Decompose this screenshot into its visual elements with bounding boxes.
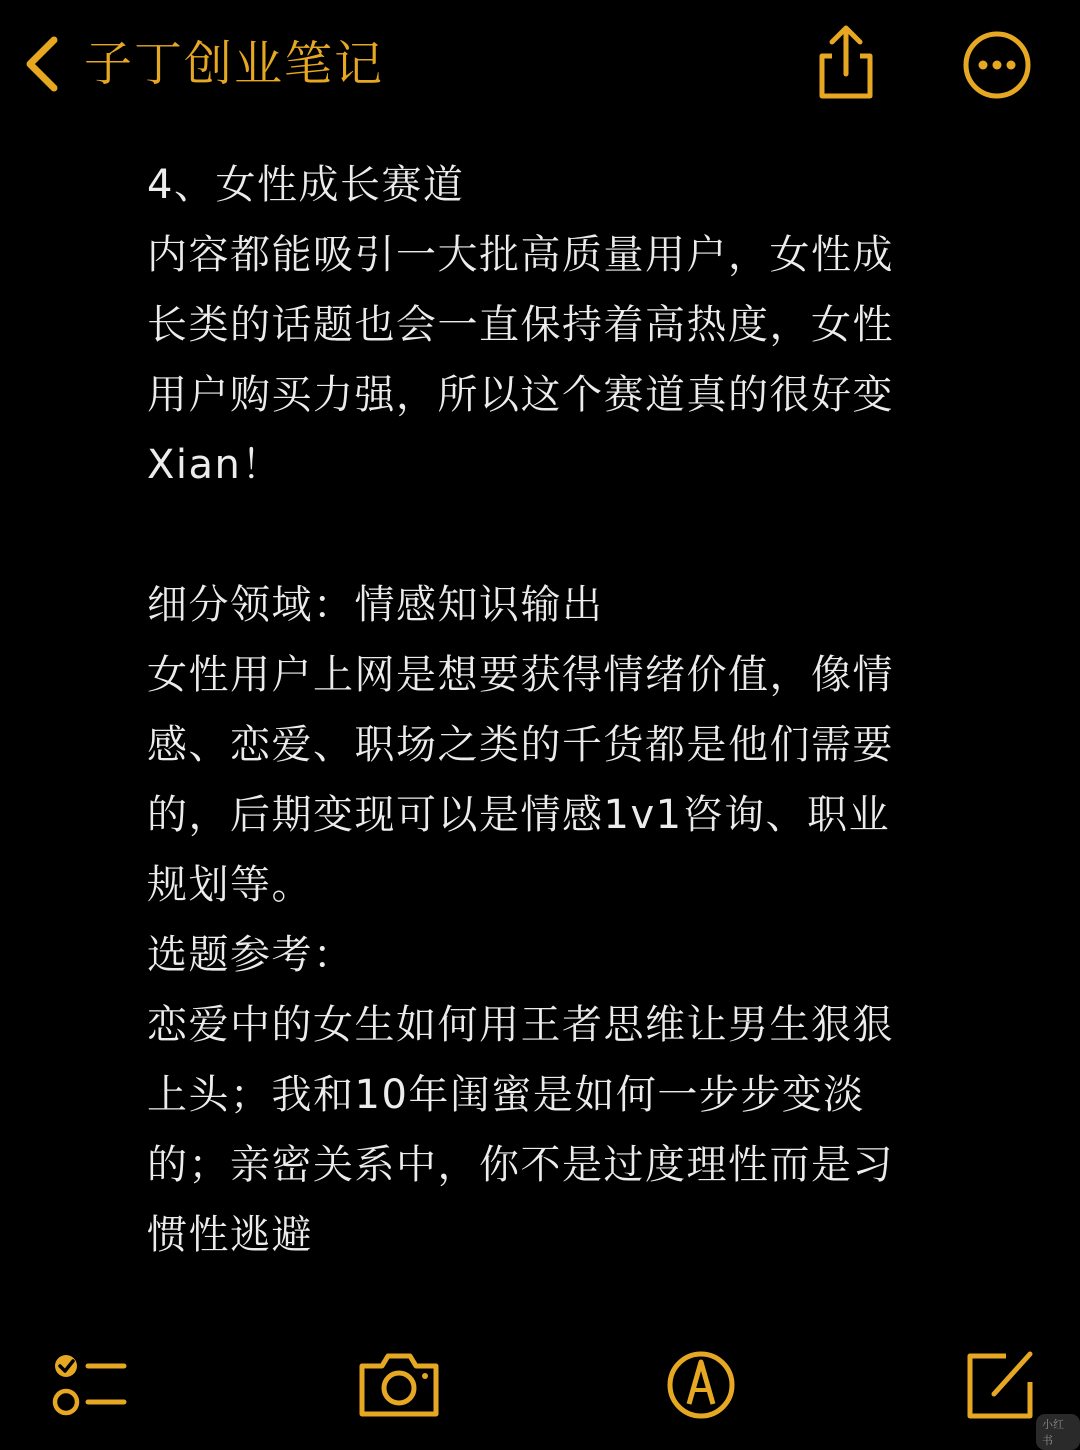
- markup-pen-icon: [656, 1340, 746, 1430]
- note-heading: 4、女性成长赛道: [147, 162, 465, 208]
- navigation-bar: [0, 0, 1080, 130]
- note-line: 上头；我和10年闺蜜是如何一步步变淡: [147, 1072, 865, 1118]
- share-icon: [808, 22, 884, 102]
- markup-button[interactable]: [656, 1340, 746, 1430]
- note-line: 的，后期变现可以是情感1v1咨询、职业: [147, 792, 891, 838]
- note-line: 规划等。: [147, 862, 313, 908]
- checklist-button[interactable]: [48, 1340, 138, 1430]
- back-label: 子丁创业笔记: [84, 36, 385, 92]
- watermark: 小红书: [1036, 1414, 1080, 1450]
- note-body[interactable]: [147, 150, 947, 1270]
- note-line: 惯性逃避: [147, 1212, 313, 1258]
- chevron-left-icon: [22, 34, 62, 94]
- note-blank-line: [147, 500, 947, 570]
- compose-icon: [958, 1340, 1048, 1430]
- note-subheading: 选题参考：: [147, 932, 355, 978]
- note-line: 女性用户上网是想要获得情绪价值，像情: [147, 652, 894, 698]
- back-button[interactable]: [22, 24, 384, 104]
- note-line: 内容都能吸引一大批高质量用户，女性成: [147, 232, 894, 278]
- bottom-toolbar: [0, 1340, 1080, 1430]
- note-line: 用户购买力强，所以这个赛道真的很好变: [147, 372, 894, 418]
- note-line: Xian！: [147, 442, 283, 488]
- note-line: 感、恋爱、职场之类的千货都是他们需要: [147, 722, 894, 768]
- checklist-icon: [48, 1340, 138, 1430]
- note-line: 长类的话题也会一直保持着高热度，女性: [147, 302, 894, 348]
- share-button[interactable]: [808, 22, 884, 102]
- more-button[interactable]: [960, 28, 1034, 102]
- camera-button[interactable]: [354, 1340, 444, 1430]
- note-subheading: 细分领域：情感知识输出: [147, 582, 604, 628]
- note-line: 的；亲密关系中，你不是过度理性而是习: [147, 1142, 894, 1188]
- note-line: 恋爱中的女生如何用王者思维让男生狠狠: [147, 1002, 894, 1048]
- compose-button[interactable]: [958, 1340, 1048, 1430]
- more-icon: [960, 28, 1034, 102]
- camera-icon: [354, 1340, 444, 1430]
